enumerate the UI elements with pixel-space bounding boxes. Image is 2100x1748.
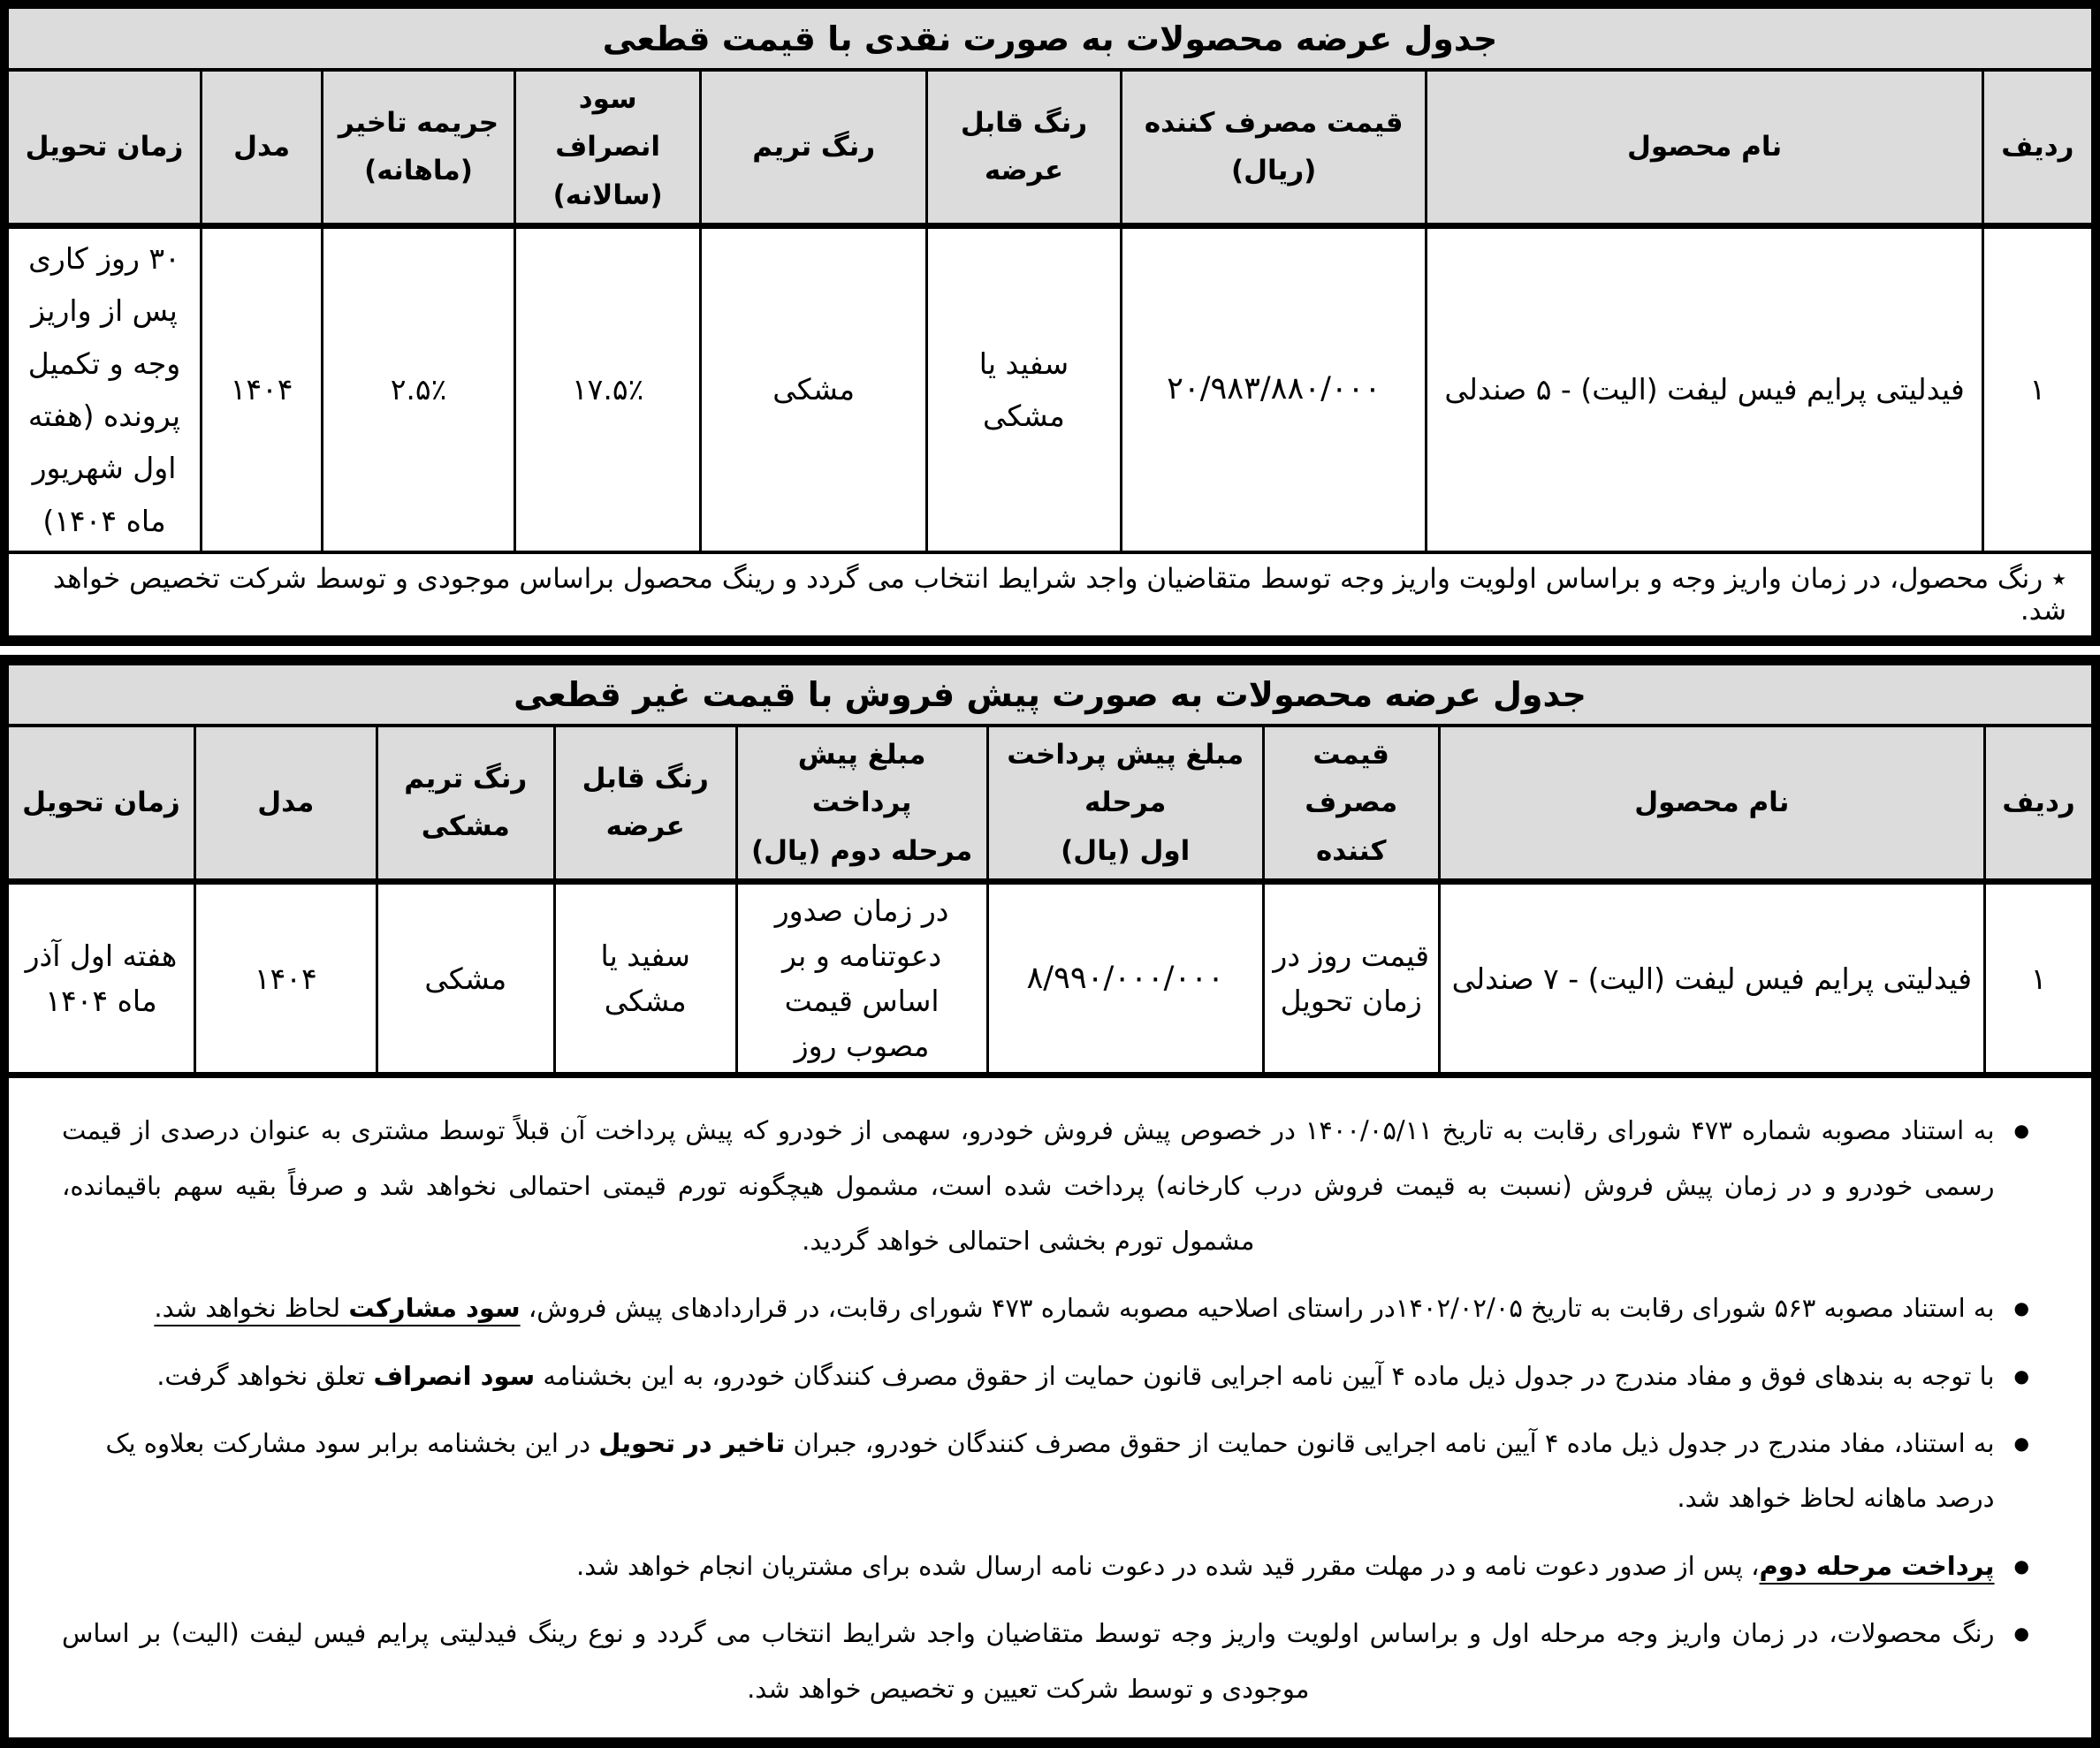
header-label: نام محصول	[1634, 787, 1790, 819]
cash-table-title: جدول عرضه محصولات به صورت نقدی با قیمت قطعی	[4, 4, 2096, 70]
cell-trim-color: مشکی	[701, 225, 927, 552]
cash-table-footnote: ٭ رنگ محصول، در زمان واریز وجه و براساس اولویت واریز وجه توسط متقاضیان واجد شرایط انتخاب می گردد و رینگ محصول براساس موجودی و توسط شرکت تخصیص خواهد شد.	[4, 552, 2096, 641]
note-segment: به استناد مصوبه ۵۶۳ شورای رقابت به تاریخ ۱۴۰۲/۰۲/۰۵در راستای اصلاحیه مصوبه شماره ۴۷۳ شورای رقابت، در قراردادهای پیش فروش،	[520, 1293, 1995, 1324]
cell-consumer-price: ۲۰/۹۸۳/۸۸۰/۰۰۰	[1121, 225, 1426, 552]
presale-table-data-row	[4, 881, 2096, 1075]
cell-available-color: سفید یا مشکی	[926, 225, 1121, 552]
cell-row-number: ۱	[1982, 225, 2096, 552]
bullet-icon: ●	[2013, 1433, 2029, 1455]
note-item-6	[62, 1606, 2029, 1716]
col-header-prepayment-stage2	[736, 726, 987, 881]
col-header-product-name	[1439, 726, 1985, 881]
col-header-row-number	[1985, 726, 2096, 881]
cell-prepayment-stage2: در زمان صدور دعوتنامه و بر اساس قیمت مصوب روز	[736, 881, 987, 1075]
col-header-available-color	[554, 726, 736, 881]
header-label: قیمت مصرف کننده	[1144, 107, 1404, 140]
header-label: قیمت مصرف	[1305, 739, 1398, 819]
cell-consumer-price: قیمت روز در زمان تحویل	[1263, 881, 1439, 1075]
note-text	[62, 1103, 1995, 1268]
header-label: رنگ قابل	[960, 107, 1088, 140]
col-header-prepayment-stage1	[987, 726, 1263, 881]
header-label: مدل	[233, 131, 291, 163]
note-bold-segment: پرداخت مرحله دوم	[1759, 1550, 1995, 1581]
cell-cancellation-interest: ۱۷.۵٪	[514, 225, 701, 552]
presale-notes-row	[4, 1075, 2096, 1743]
bullet-icon: ●	[2013, 1554, 2029, 1577]
cash-table-header-row	[4, 70, 2096, 225]
note-bold-segment: سود انصراف	[373, 1360, 536, 1391]
col-header-consumer-price	[1121, 70, 1426, 225]
note-segment: تعلق نخواهد گرفت.	[156, 1360, 374, 1391]
header-label: مبلغ پیش پرداخت مرحله	[1007, 739, 1244, 819]
col-header-model	[194, 726, 377, 881]
header-sublabel: اول (یال)	[1061, 834, 1191, 867]
header-label: سود انصراف	[555, 83, 660, 163]
cell-product-name: فیدلیتی پرایم فیس لیفت (الیت) - ۷ صندلی	[1439, 881, 1985, 1075]
header-sublabel: کننده	[1315, 834, 1387, 867]
note-item-1	[62, 1103, 2029, 1268]
note-segment: لحاظ نخواهد شد.	[154, 1293, 349, 1324]
note-text	[62, 1281, 1995, 1335]
bullet-icon: ●	[2013, 1297, 2029, 1319]
col-header-product-name	[1427, 70, 1982, 225]
header-sublabel: (ماهانه)	[364, 155, 473, 187]
header-sublabel: (سالانه)	[552, 179, 663, 211]
cell-model: ۱۴۰۴	[194, 881, 377, 1075]
header-sublabel: عرضه	[984, 155, 1064, 187]
cash-sale-table	[0, 0, 2100, 646]
cell-delivery-time: ۳۰ روز کاری پس از واریز وجه و تکمیل پرونده (هفته اول شهریور ماه ۱۴۰۴)	[4, 225, 201, 552]
note-text	[62, 1606, 1995, 1716]
note-segment: در این بخشنامه برابر سود مشارکت بعلاوه یک درصد ماهانه لحاظ خواهد شد.	[105, 1428, 1995, 1514]
col-header-trim-color	[377, 726, 554, 881]
header-label: ردیف	[2002, 787, 2075, 819]
header-label: مبلغ پیش پرداخت	[797, 739, 926, 819]
col-header-delivery-time	[4, 726, 194, 881]
header-sublabel: مشکی	[421, 810, 510, 843]
col-header-consumer-price	[1263, 726, 1439, 881]
cell-trim-color: مشکی	[377, 881, 554, 1075]
col-header-model	[201, 70, 322, 225]
col-header-delay-penalty	[323, 70, 515, 225]
header-label: مدل	[257, 787, 315, 819]
col-header-trim-color	[701, 70, 927, 225]
note-item-3	[62, 1349, 2029, 1403]
note-segment: ، پس از صدور دعوت نامه و در مهلت مقرر قید شده در دعوت نامه ارسال شده برای مشتریان انجام خواهد شد.	[576, 1550, 1760, 1581]
bullet-icon: ●	[2013, 1364, 2029, 1387]
header-sublabel: (ریال)	[1230, 155, 1317, 187]
presale-table	[0, 655, 2100, 1748]
cell-delay-penalty: ۲.۵٪	[323, 225, 515, 552]
header-label: رنگ تریم	[752, 131, 876, 163]
cell-model: ۱۴۰۴	[201, 225, 322, 552]
cash-table-data-row	[4, 225, 2096, 552]
presale-table-header-row	[4, 726, 2096, 881]
header-label: جریمه تاخیر	[338, 107, 499, 140]
cell-delivery-time: هفته اول آذر ماه ۱۴۰۴	[4, 881, 194, 1075]
cell-prepayment-stage1: ۸/۹۹۰/۰۰۰/۰۰۰	[987, 881, 1263, 1075]
bullet-icon: ●	[2013, 1120, 2029, 1142]
presale-table-title: جدول عرضه محصولات به صورت پیش فروش با قیمت غیر قطعی	[4, 660, 2096, 726]
note-segment: رنگ محصولات، در زمان واریز وجه مرحله اول و براساس اولویت واریز وجه توسط متقاضیان واجد شرایط انتخاب می گردد و نوع رینگ فیدلیتی پرایم فیس لیفت (الیت) بر اساس موجودی و توسط شرکت تعیین و تخصیص خواهد شد.	[62, 1618, 1995, 1704]
header-label: زمان تحویل	[22, 787, 180, 819]
note-underlined-segment	[154, 1293, 520, 1323]
presale-notes	[4, 1075, 2096, 1743]
note-text	[62, 1416, 1995, 1526]
note-segment: به استناد مصوبه شماره ۴۷۳ شورای رقابت به تاریخ ۱۴۰۰/۰۵/۱۱ در خصوص پیش فروش خودرو، سهمی از خودرو که پیش پرداخت آن قبلاً توسط مشتری به عنوان درصدی از قیمت رسمی خودرو و در زمان پیش فروش (نسبت به قیمت فروش درب کارخانه) پرداخت شده است، مشمول هیچگونه تورم قیمتی احتمالی نخواهد شد و صرفاً بقیه سهم باقیمانده، مشمول تورم بخشی احتمالی خواهد گردید.	[62, 1115, 1995, 1257]
header-sublabel: مرحله دوم (یال)	[750, 834, 973, 867]
note-text	[62, 1349, 1995, 1403]
header-label: رنگ تریم	[404, 763, 528, 795]
cell-product-name: فیدلیتی پرایم فیس لیفت (الیت) - ۵ صندلی	[1427, 225, 1982, 552]
header-label: نام محصول	[1626, 131, 1783, 163]
note-segment: با توجه به بندهای فوق و مفاد مندرج در جدول ذیل ماده ۴ آیین نامه اجرایی قانون حمایت از حقوق مصرف کنندگان خودرو، به این بخشنامه	[535, 1360, 1995, 1391]
col-header-row-number	[1982, 70, 2096, 225]
col-header-delivery-time	[4, 70, 201, 225]
header-label: ردیف	[2001, 131, 2074, 163]
header-label: رنگ قابل عرضه	[582, 763, 709, 843]
cell-row-number: ۱	[1985, 881, 2096, 1075]
presale-table-title-row	[4, 660, 2096, 726]
header-label: زمان تحویل	[25, 131, 184, 163]
bullet-icon: ●	[2013, 1623, 2029, 1645]
cash-table-title-row	[4, 4, 2096, 70]
col-header-cancellation-interest	[514, 70, 701, 225]
cash-table-footnote-row	[4, 552, 2096, 641]
note-bold-segment: تاخیر در تحویل	[598, 1428, 786, 1459]
cell-available-color: سفید یا مشکی	[554, 881, 736, 1075]
note-item-4	[62, 1416, 2029, 1526]
note-item-5	[62, 1539, 2029, 1593]
col-header-available-color	[926, 70, 1121, 225]
note-item-2	[62, 1281, 2029, 1335]
note-segment: به استناد، مفاد مندرج در جدول ذیل ماده ۴ آیین نامه اجرایی قانون حمایت از حقوق مصرف کنندگان خودرو، جبران	[785, 1428, 1995, 1459]
note-bold-segment: سود مشارکت	[348, 1293, 521, 1324]
note-text	[62, 1539, 1995, 1593]
